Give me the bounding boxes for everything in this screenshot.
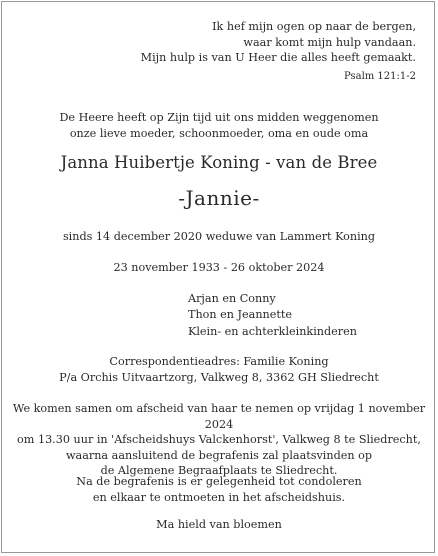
widow-line: sinds 14 december 2020 weduwe van Lammert Koning — [62, 230, 376, 243]
farewell-line: We komen samen om afscheid van haar te nemen op vrijdag 1 november 2024 — [12, 402, 426, 431]
verse-line: waar komt mijn hulp vandaan. — [243, 35, 416, 49]
intro-line: onze lieve moeder, schoonmoeder, oma en oude oma — [69, 126, 369, 140]
intro-text — [0, 110, 438, 141]
farewell-line: om 13.30 uur in 'Afscheidshuys Valckenhorst', Valkweg 8 te Sliedrecht, — [17, 433, 421, 446]
family-list — [188, 291, 357, 340]
life-dates: 23 november 1933 - 26 oktober 2024 — [113, 261, 325, 274]
deceased-name: Janna Huibertje Koning - van de Bree — [60, 153, 378, 172]
intro-line: De Heere heeft op Zijn tijd uit ons midden weggenomen — [59, 111, 379, 124]
verse-line: Ik hef mijn ogen op naar de bergen, — [212, 20, 416, 33]
verse-line: Mijn hulp is van U Heer die alles heeft gemaakt. — [140, 51, 416, 64]
address-line: Correspondentieadres: Familie Koning — [109, 355, 329, 368]
flowers-note: Ma hield van bloemen — [156, 518, 282, 531]
condolence-line: en elkaar te ontmoeten in het afscheidshuis. — [92, 490, 346, 504]
correspondence-address — [0, 354, 438, 385]
farewell-line: de Algemene Begraafplaats te Sliedrecht. — [100, 464, 338, 477]
family-member: Thon en Jeannette — [188, 308, 292, 322]
address-line: P/a Orchis Uitvaartzorg, Valkweg 8, 3362 GH Sliedrecht — [59, 370, 379, 384]
condolence-line: Na de begrafenis is er gelegenheid tot condoleren — [76, 475, 362, 488]
deceased-nickname: -Jannie- — [178, 186, 260, 210]
family-member: Klein- en achterkleinkinderen — [188, 324, 357, 338]
farewell-line: waarna aansluitend de begrafenis zal plaatsvinden op — [65, 448, 373, 462]
family-member: Arjan en Conny — [188, 292, 276, 305]
bible-verse — [141, 19, 416, 66]
condolence-info — [0, 474, 438, 505]
verse-reference: Psalm 121:1-2 — [344, 71, 416, 82]
farewell-info — [0, 401, 438, 479]
